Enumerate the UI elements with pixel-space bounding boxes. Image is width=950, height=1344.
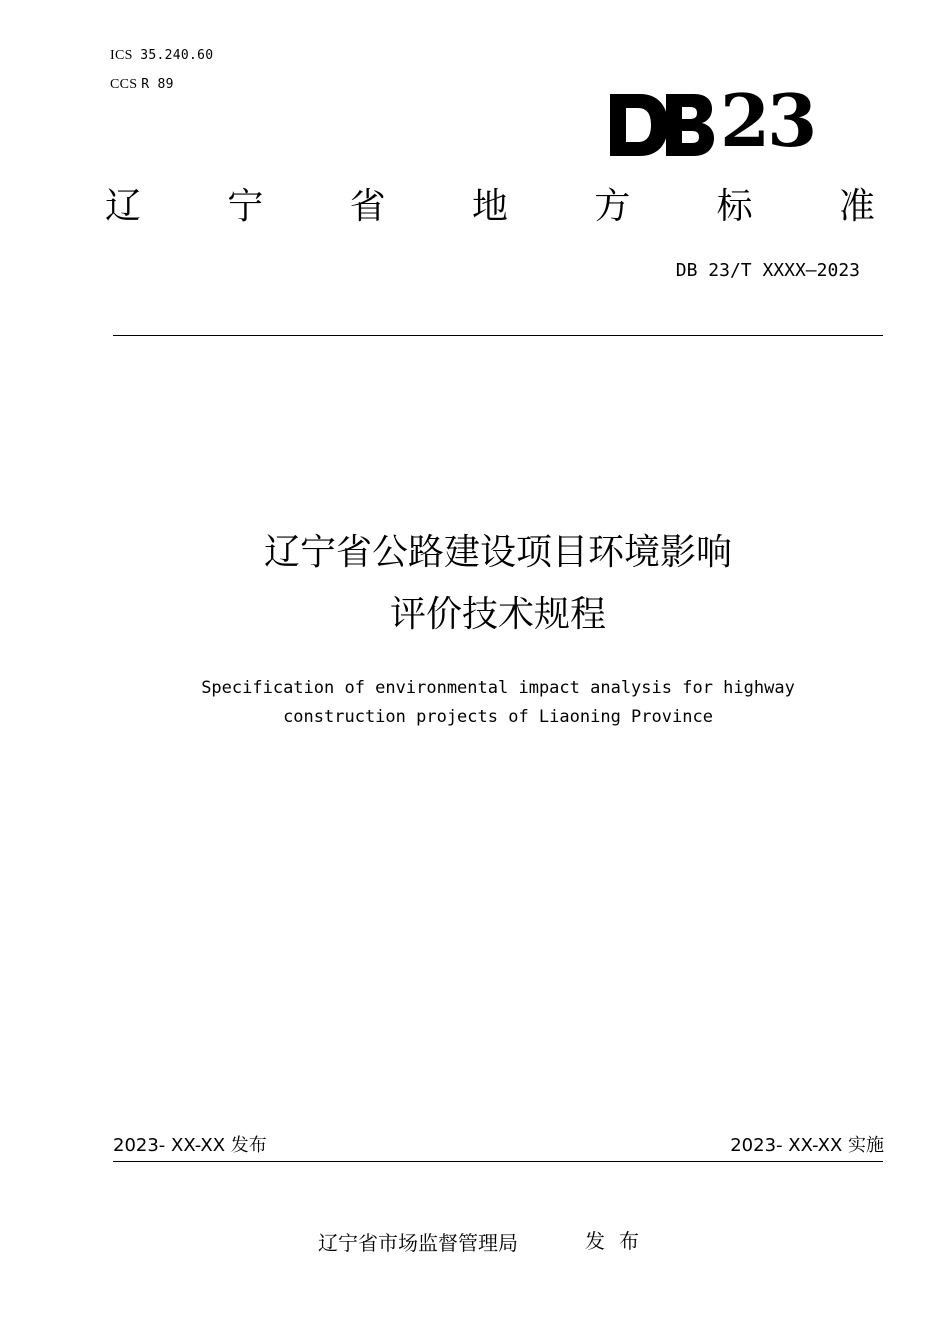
title-chinese-line-1: 辽宁省公路建设项目环境影响 bbox=[263, 532, 732, 573]
ccs-label: CCS bbox=[110, 77, 138, 92]
publish-label: 发布 bbox=[585, 1229, 653, 1253]
standard-type-char: 准 bbox=[838, 186, 875, 227]
top-divider bbox=[113, 335, 883, 336]
ics-code: 35.240.60 bbox=[140, 48, 214, 63]
ics-classification bbox=[110, 48, 213, 64]
bottom-divider bbox=[113, 1161, 883, 1162]
ccs-classification bbox=[110, 77, 174, 93]
publisher-name: 辽宁省市场监督管理局 bbox=[318, 1231, 518, 1255]
ccs-code: R 89 bbox=[141, 77, 174, 92]
title-english-line-1: Specification of environmental impact analysis for highway bbox=[201, 678, 795, 698]
standard-type-char: 方 bbox=[594, 186, 631, 227]
title-english-line-2: construction projects of Liaoning Province bbox=[283, 707, 713, 727]
title-chinese-line-2: 评价技术规程 bbox=[389, 594, 606, 635]
standard-type-char: 标 bbox=[716, 186, 753, 227]
standard-type-char: 宁 bbox=[227, 186, 264, 227]
implementation-date: 2023- XX-XX 实施 bbox=[730, 1135, 884, 1156]
logo-number-graphic: 23 bbox=[720, 80, 815, 156]
standard-number: DB 23/T XXXX—2023 bbox=[675, 260, 860, 281]
standard-type-char: 辽 bbox=[105, 186, 142, 227]
issue-date: 2023- XX-XX 发布 bbox=[113, 1135, 267, 1156]
db23-logo bbox=[606, 80, 820, 156]
standard-type-char: 省 bbox=[349, 186, 386, 227]
db-letters-graphic bbox=[610, 94, 714, 156]
standard-type-char: 地 bbox=[471, 186, 508, 227]
ics-label: ICS bbox=[110, 48, 133, 63]
standard-type-title bbox=[105, 183, 875, 231]
